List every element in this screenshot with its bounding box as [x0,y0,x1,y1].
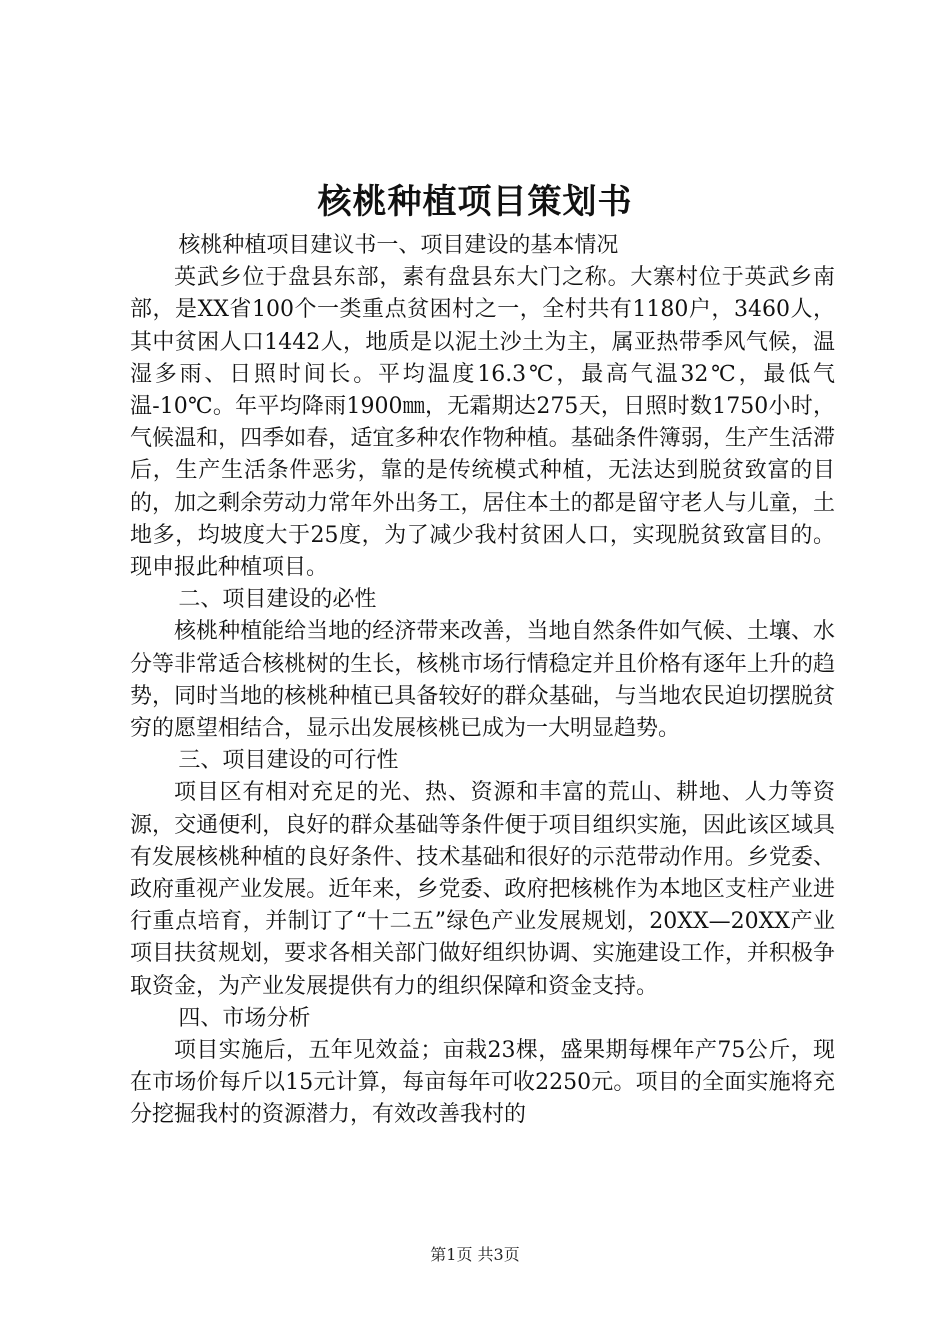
paragraph-feasibility: 项目区有相对充足的光、热、资源和丰富的荒山、耕地、人力等资源，交通便利，良好的群众基础等条件便于项目组织实施，因此该区域具有发展核桃种植的良好条件、技术基础和很好的示范带动作用。乡党委、政府重视产业发展。近年来，乡党委、政府把核桃作为本地区支柱产业进行重点培育，并制订了“十二五”绿色产业发展规划，20XX—20XX产业项目扶贫规划，要求各相关部门做好组织协调、实施建设工作，并积极争取资金，为产业发展提供有力的组织保障和资金支持。 [130,780,835,999]
section-heading-feasibility: 三、项目建设的可行性 [178,748,399,774]
section-heading-necessity: 二、项目建设的必性 [178,587,377,613]
document-title: 核桃种植项目策划书 [317,182,633,222]
document-body [130,230,835,1132]
section-heading-market: 四、市场分析 [178,1005,311,1031]
paragraph-basic-info: 英武乡位于盘县东部，素有盘县东大门之称。大寨村位于英武乡南部，是XX省100个一类重点贫困村之一，全村共有1180户，3460人，其中贫困人口1442人，地质是以泥土沙土为主，属亚热带季风气候，温湿多雨、日照时间长。平均温度16.3℃，最高气温32℃，最低气温-10℃。年平均降雨1900㎜，无霜期达275天，日照时数1750小时，气候温和，四季如春，适宜多种农作物种植。基础条件簿弱，生产生活滞后，生产生活条件恶劣，靠的是传统模式种植，无法达到脱贫致富的目的，加之剩余劳动力常年外出务工，居住本土的都是留守老人与儿童，土地多，均坡度大于25度，为了减少我村贫困人口，实现脱贫致富目的。现申报此种植项目。 [130,265,835,581]
paragraph-market: 项目实施后，五年见效益；亩栽23棵，盛果期每棵年产75公斤，现在市场价每斤以15元计算，每亩每年可收2250元。项目的全面实施将充分挖掘我村的资源潜力，有效改善我村的 [130,1038,835,1128]
paragraph-intro-heading: 核桃种植项目建议书一、项目建设的基本情况 [178,233,619,258]
paragraph-necessity: 核桃种植能给当地的经济带来改善，当地自然条件如气候、土壤、水分等非常适合核桃树的生长，核桃市场行情稳定并且价格有逐年上升的趋势，同时当地的核桃种植已具备较好的群众基础，与当地农民迫切摆脱贫穷的愿望相结合，显示出发展核桃已成为一大明显趋势。 [130,619,835,742]
page-footer: 第1页 共3页 [430,1245,520,1264]
